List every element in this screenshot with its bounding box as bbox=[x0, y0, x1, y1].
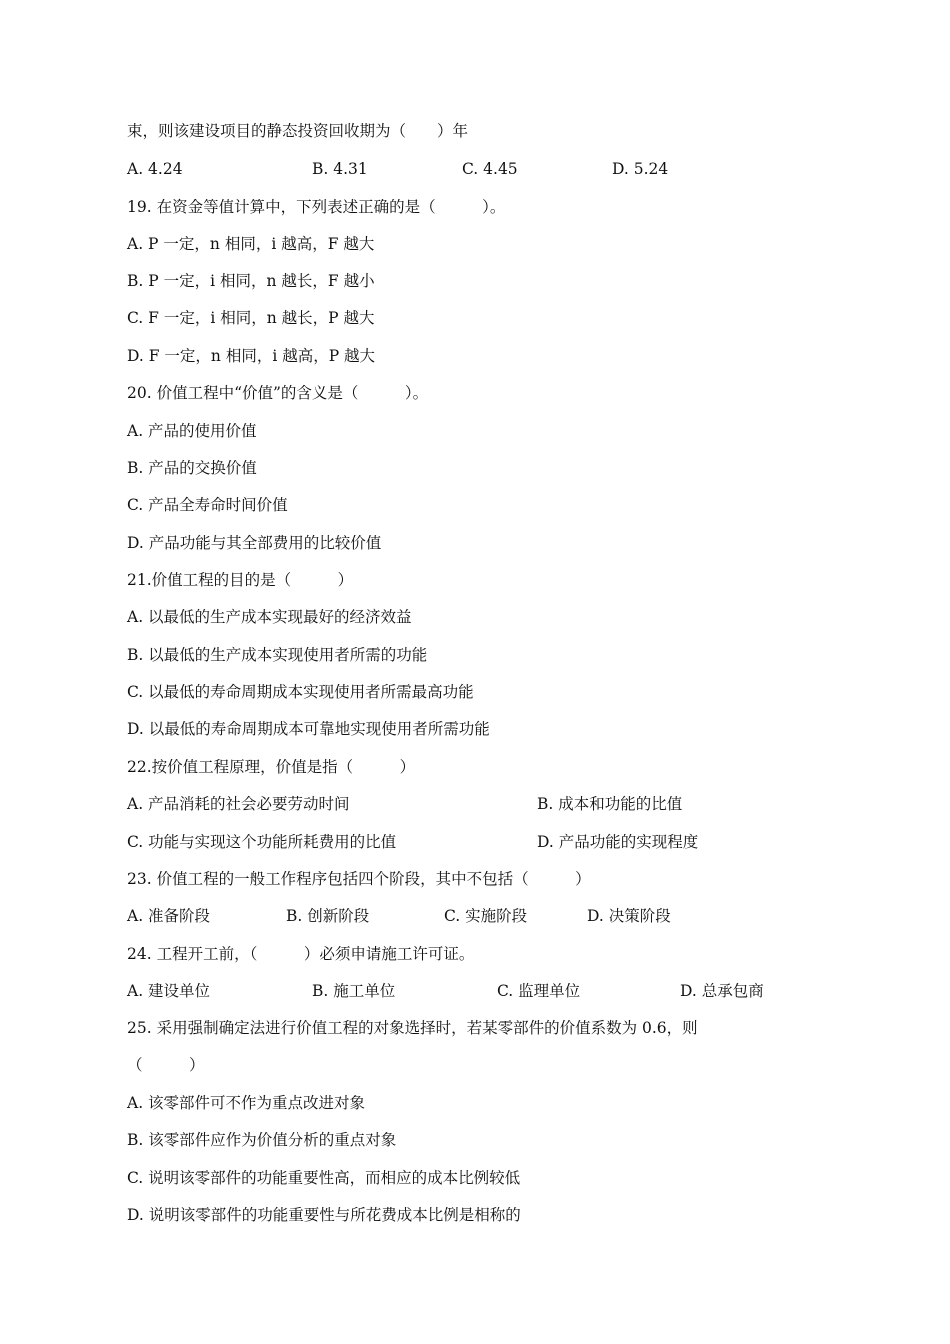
q19-option-a: A. P 一定，n 相同，i 越高，F 越大 bbox=[127, 235, 375, 253]
q20-option-d: D. 产品功能与其全部费用的比较价值 bbox=[127, 534, 382, 552]
q24-option-a: A. 建设单位 bbox=[127, 982, 211, 1000]
q23-option-d: D. 决策阶段 bbox=[587, 907, 671, 925]
question-25-stem-blank: （ ） bbox=[127, 1056, 205, 1074]
q22-option-a: A. 产品消耗的社会必要劳动时间 bbox=[127, 795, 350, 813]
q20-option-c: C. 产品全寿命时间价值 bbox=[127, 496, 288, 514]
q24-option-c: C. 监理单位 bbox=[497, 982, 581, 1000]
question-24-stem: 24. 工程开工前，（ ）必须申请施工许可证。 bbox=[127, 945, 475, 963]
q24-option-b: B. 施工单位 bbox=[312, 982, 396, 1000]
question-18-tail: 束，则该建设项目的静态投资回收期为（ ）年 bbox=[127, 122, 469, 140]
q25-option-a: A. 该零部件可不作为重点改进对象 bbox=[127, 1094, 366, 1112]
question-19-stem: 19. 在资金等值计算中，下列表述正确的是（ ）。 bbox=[127, 198, 506, 216]
q18-option-a: A. 4.24 bbox=[127, 160, 183, 178]
q21-option-c: C. 以最低的寿命周期成本实现使用者所需最高功能 bbox=[127, 683, 474, 701]
q19-option-b: B. P 一定，i 相同，n 越长，F 越小 bbox=[127, 272, 375, 290]
q19-option-c: C. F 一定，i 相同，n 越长，P 越大 bbox=[127, 309, 375, 327]
question-23-stem: 23. 价值工程的一般工作程序包括四个阶段，其中不包括（ ） bbox=[127, 870, 591, 888]
q18-option-b: B. 4.31 bbox=[312, 160, 368, 178]
q21-option-a: A. 以最低的生产成本实现最好的经济效益 bbox=[127, 608, 412, 626]
q24-option-d: D. 总承包商 bbox=[680, 982, 764, 1000]
q18-option-c: C. 4.45 bbox=[462, 160, 518, 178]
question-22-stem: 22.按价值工程原理，价值是指（ ） bbox=[127, 758, 416, 776]
q22-option-c: C. 功能与实现这个功能所耗费用的比值 bbox=[127, 833, 397, 851]
q18-option-d: D. 5.24 bbox=[612, 160, 669, 178]
q25-option-b: B. 该零部件应作为价值分析的重点对象 bbox=[127, 1131, 397, 1149]
q23-option-c: C. 实施阶段 bbox=[444, 907, 528, 925]
question-21-stem: 21.价值工程的目的是（ ） bbox=[127, 571, 354, 589]
q23-option-a: A. 准备阶段 bbox=[127, 907, 211, 925]
q20-option-b: B. 产品的交换价值 bbox=[127, 459, 257, 477]
question-25-stem: 25. 采用强制确定法进行价值工程的对象选择时，若某零部件的价值系数为 0.6，则 bbox=[127, 1019, 698, 1037]
q25-option-d: D. 说明该零部件的功能重要性与所花费成本比例是相称的 bbox=[127, 1206, 521, 1224]
q20-option-a: A. 产品的使用价值 bbox=[127, 422, 257, 440]
q21-option-d: D. 以最低的寿命周期成本可靠地实现使用者所需功能 bbox=[127, 720, 490, 738]
q25-option-c: C. 说明该零部件的功能重要性高，而相应的成本比例较低 bbox=[127, 1169, 521, 1187]
q19-option-d: D. F 一定，n 相同，i 越高，P 越大 bbox=[127, 347, 376, 365]
question-20-stem: 20. 价值工程中“价值”的含义是（ ）。 bbox=[127, 384, 429, 402]
q22-option-b: B. 成本和功能的比值 bbox=[537, 795, 683, 813]
q23-option-b: B. 创新阶段 bbox=[286, 907, 370, 925]
q22-option-d: D. 产品功能的实现程度 bbox=[537, 833, 699, 851]
q21-option-b: B. 以最低的生产成本实现使用者所需的功能 bbox=[127, 646, 428, 664]
